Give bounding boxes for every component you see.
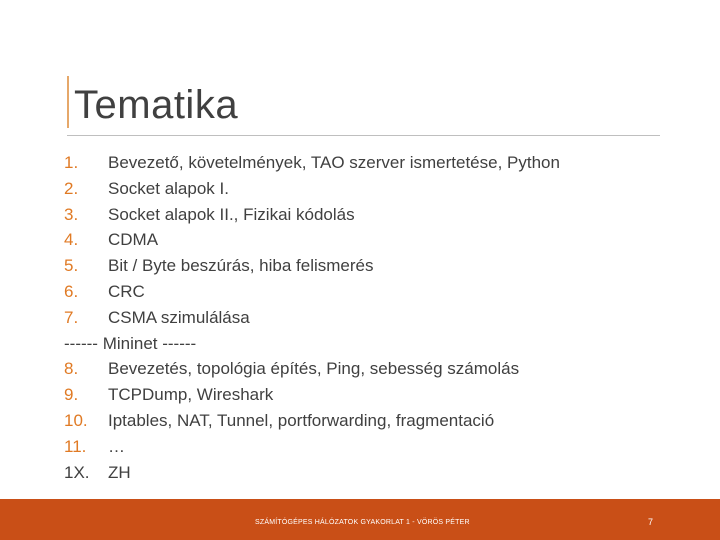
list-item-number: 9. [64,385,79,405]
list-item-text: ZH [108,462,131,482]
list-item-number: 6. [64,281,79,301]
list-item-text: ------ Mininet ------ [64,333,197,353]
list-item-number: 1. [64,153,79,172]
list-item-number: 4. [64,230,79,250]
list-item-text: CRC [108,281,145,301]
list-item [64,331,684,357]
list-item-text: Socket alapok I. [108,178,229,198]
list-item-number: 1X. [64,462,90,482]
list-item [64,382,684,408]
list-item [64,202,684,228]
list-item-text: CSMA szimulálása [108,307,250,327]
list-item-number: 2. [64,178,79,198]
list-item [64,460,684,486]
list-item-text: TCPDump, Wireshark [108,385,274,405]
list-item-text: Iptables, NAT, Tunnel, portforwarding, fragmentació [108,410,495,430]
list-item-number: 10. [64,410,88,430]
list-item [64,356,684,382]
list-item [64,176,684,202]
list-item [64,253,684,279]
list-item-text: Bevezető, követelmények, TAO szerver ismertetése, Python [108,153,560,172]
list-item-number: 7. [64,307,79,327]
list-item-number: 11. [64,436,87,456]
list-item-number: 8. [64,359,79,379]
footer-text: SZÁMÍTÓGÉPES HÁLÓZATOK GYAKORLAT 1 - VÖRÖS PÉTER [255,519,470,526]
slide-title: Tematika [74,83,239,127]
list-item [64,150,684,176]
topic-list [64,150,684,485]
list-item [64,434,684,460]
list-item-text: … [108,436,125,456]
title-accent-bar [67,76,69,128]
list-item-text: Bevezetés, topológia építés, Ping, sebesség számolás [108,359,520,379]
list-item [64,279,684,305]
list-item [64,227,684,253]
title-divider [67,135,660,136]
page-number: 7 [648,517,654,527]
list-item [64,408,684,434]
list-item-text: Socket alapok II., Fizikai kódolás [108,204,355,224]
list-item-number: 5. [64,256,79,276]
list-item-number: 3. [64,204,79,224]
list-item-text: CDMA [108,230,159,250]
list-item-text: Bit / Byte beszúrás, hiba felismerés [108,256,374,276]
list-item [64,305,684,331]
